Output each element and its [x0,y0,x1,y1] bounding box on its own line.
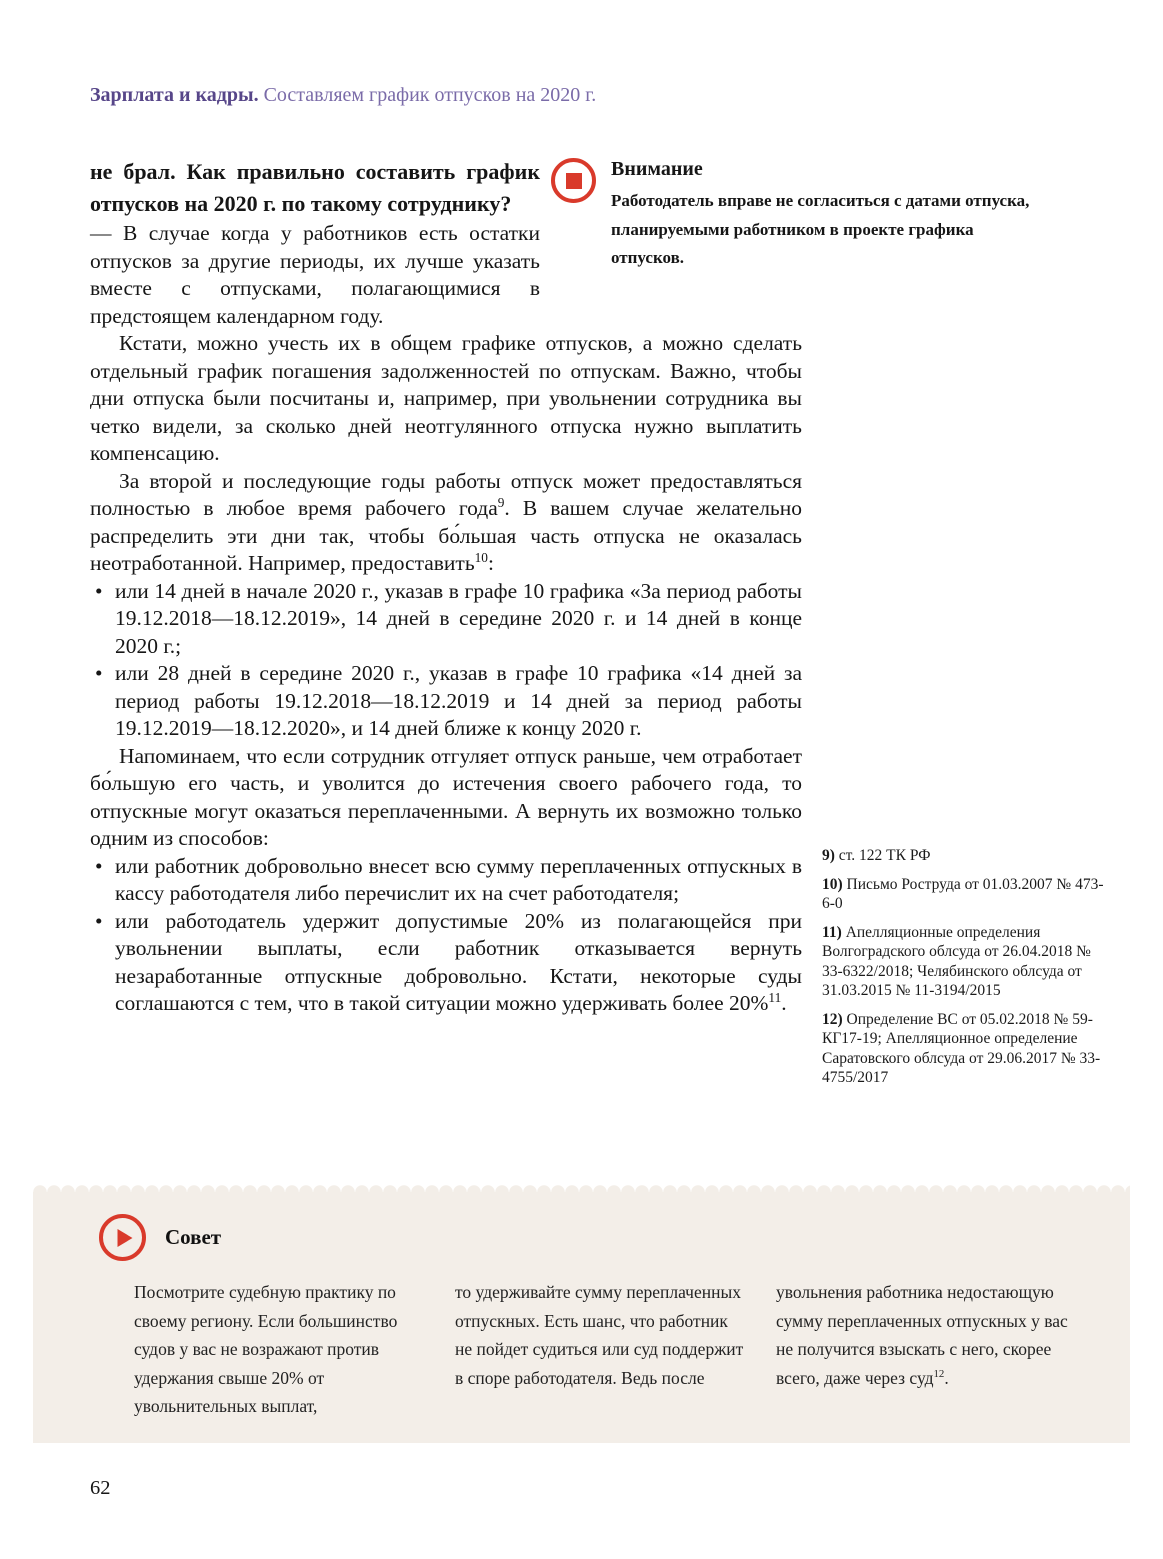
paragraph: Напоминаем, что если сотрудник отгуляет отпуск раньше, чем отработает бо́льшую его часть, и уволится до истечения своего рабочего года, то отпускные могут оказаться переплаченными. А вернуть их возможно только одним из способов: [90,743,802,850]
footnote-number: 12) [822,1010,843,1028]
running-head-subtitle: Составляем график отпусков на 2020 г. [263,84,597,106]
footnote [822,1010,1112,1088]
paragraph [90,468,802,578]
tip-header [99,1214,221,1261]
list-item-text: или 28 дней в середине 2020 г., указав в графе 10 графика «14 дней за период работы 19.12.2018—18.12.2019 и 14 дней за период работы 19.12.2019—18.12.2020», и 14 дней ближе к концу 2020 г. [115,661,802,740]
tip-columns [134,1278,1068,1421]
paragraph-text: : [487,551,494,575]
question-heading: не брал. Как правильно составить график отпусков на 2020 г. по такому сотруднику? [90,159,540,216]
tip-box [33,1192,1130,1443]
footnote-text: Апелляционные определения Волгоградского облсуда от 26.04.2018 № 33-6322/2018; Челябинского облсуда от 31.03.2015 № 11-3194/2015 [822,923,1091,999]
running-head [90,84,596,107]
list-item [90,908,802,1018]
bullet-list [90,578,802,743]
footnote-ref-12: 12 [933,1367,945,1380]
answer-paragraph: — В случае когда у работников есть остатки отпусков за другие периоды, их лучше указать вместе с отпусками, полагающимися в предстоящем календарном году. [90,221,540,328]
list-item-text: или работник добровольно внесет всю сумму переплаченных отпускных в кассу работодателя либо перечислит их на счет работодателя; [115,853,802,905]
tip-column-3 [776,1278,1068,1421]
tip-title: Совет [165,1225,222,1249]
play-icon [99,1214,146,1261]
footnote [822,923,1112,1001]
footnote-text: Определение ВС от 05.02.2018 № 59-КГ17-19; Апелляционное определение Саратовского облсуда от 29.06.2017 № 33-4755/2017 [822,1010,1101,1086]
tip-column-1: Посмотрите судебную практику по своему региону. Если большинство судов у вас не возражают против удержания свыше 20% от увольнительных выплат, [134,1282,398,1416]
list-item-text: или работодатель удержит допустимые 20% из полагающейся при увольнении выплаты, если работник отказывается вернуть незаработанные отпускные добровольно. Кстати, некоторые суды соглашаются с тем, что в такой ситуации можно удерживать более 20% [115,908,802,1015]
footnote-ref-9: 9 [497,494,505,510]
footnote [822,846,1112,866]
footnote-number: 11) [822,923,842,941]
paragraph-text: За второй и последующие годы работы отпуск может предоставляться полностью в любое время рабочего года [90,468,802,520]
footnote-ref-11: 11 [768,989,782,1005]
paragraph: Кстати, можно учесть их в общем графике отпусков, а можно сделать отдельный график погашения задолженностей по отпускам. Важно, чтобы дни отпуска были посчитаны и, например, при увольнении сотрудника вы четко видели, за сколько дней неотгулянного отпуска нужно выплатить компенсацию. [90,331,802,465]
footnote-text: ст. 122 ТК РФ [838,847,931,864]
list-item-text: или 14 дней в начале 2020 г., указав в графе 10 графика «За период работы 19.12.2018—18.12.2019», 14 дней в середине 2020 г. и 14 дней в конце 2020 г.; [115,578,802,658]
bullet-list [90,853,802,1018]
page-number: 62 [90,1477,111,1499]
attention-title: Внимание [611,158,703,180]
footnote-text: Письмо Роструда от 01.03.2007 № 473-6-0 [822,875,1104,912]
article-column [90,156,802,1018]
list-item [90,660,802,743]
footnote [822,875,1112,914]
attention-text: Работодатель вправе не согласиться с датами отпуска, планируемыми работником в проекте графика отпусков. [611,191,1030,267]
tip-column-2: то удерживайте сумму переплаченных отпускных. Есть шанс, что работник не пойдет судиться или суд поддержит в споре работодателя. Ведь после [455,1282,744,1388]
attention-wrap-spacer [540,156,802,308]
list-item [90,578,802,661]
footnote-number: 9) [822,847,835,864]
tip-column-text: . [944,1367,949,1388]
list-item [90,853,802,908]
tip-column-text: увольнения работника недостающую сумму переплаченных отпускных у вас не получится взыскать с него, скорее всего, даже через суд [776,1282,1068,1388]
list-item-text: . [781,991,787,1015]
footnote-ref-10: 10 [474,549,488,565]
footnotes-column [822,846,1112,1097]
running-head-brand: Зарплата и кадры. [90,84,259,106]
paragraph-text: . В вашем случае желательно распределить эти дни так, чтобы бо́льшая часть отпуска не оказалась неотработанной. Например, предоставить [90,496,802,575]
footnote-number: 10) [822,875,843,893]
